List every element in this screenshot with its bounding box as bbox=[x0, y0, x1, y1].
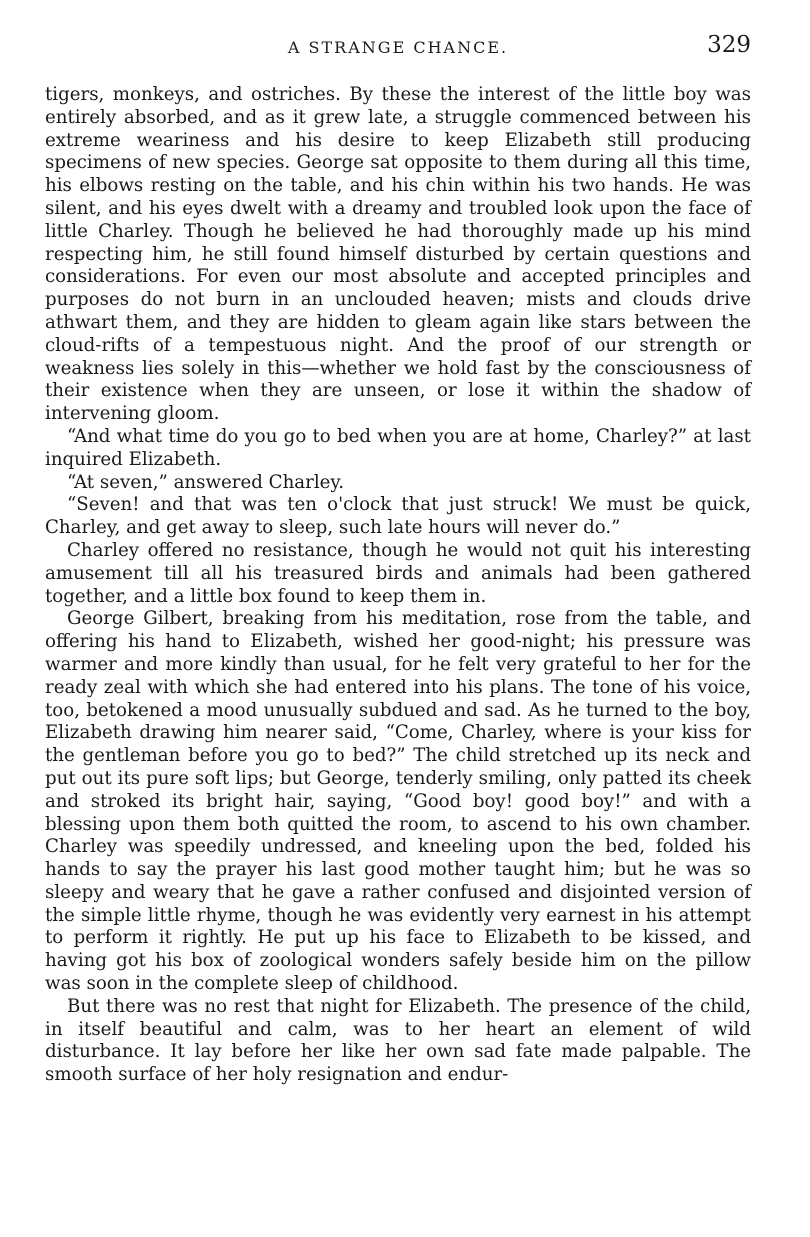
book-page bbox=[45, 30, 751, 1087]
paragraph: tigers, monkeys, and ostriches. By these the interest of the little boy was entirely absorbed, and as it grew late, a struggle commenced between his extreme weariness and his desire to keep Elizabeth still producing specimens of new species. George sat opposite to them during all this time, his elbows resting on the table, and his chin within his two hands. He was silent, and his eyes dwelt with a dreamy and troubled look upon the face of little Charley. Though he believed he had thoroughly made up his mind respecting him, he still found himself disturbed by certain questions and considerations. For even our most absolute and accepted principles and purposes do not burn in an unclouded heaven; mists and clouds drive athwart them, and they are hidden to gleam again like stars between the cloud-rifts of a tempestuous night. And the proof of our strength or weakness lies solely in this—whether we hold fast by the consciousness of their existence when they are unseen, or lose it within the shadow of intervening gloom. bbox=[45, 84, 751, 425]
page-header bbox=[45, 30, 751, 64]
paragraph: George Gilbert, breaking from his meditation, rose from the table, and offering his hand to Elizabeth, wished her good-night; his pressure was warmer and more kindly than usual, for he felt very grateful to her for the ready zeal with which she had entered into his plans. The tone of his voice, too, betokened a mood unusually subdued and sad. As he turned to the boy, Elizabeth drawing him nearer said, “Come, Charley, where is your kiss for the gentleman before you go to bed?” The child stretched up its neck and put out its pure soft lips; but George, tenderly smiling, only patted its cheek and stroked its bright hair, saying, “Good boy! good boy!” and with a blessing upon them both quitted the room, to ascend to his own chamber. Charley was speedily undressed, and kneeling upon the bed, folded his hands to say the prayer his last good mother taught him; but he was so sleepy and weary that he gave a rather confused and disjointed version of the simple little rhyme, though he was evidently very earnest in his attempt to perform it rightly. He put up his face to Elizabeth to be kissed, and having got his box of zoological wonders safely beside him on the pillow was soon in the complete sleep of childhood. bbox=[45, 608, 751, 995]
page-body bbox=[45, 84, 751, 1087]
paragraph: “Seven! and that was ten o'clock that just struck! We must be quick, Charley, and get away to sleep, such late hours will never do.” bbox=[45, 494, 751, 539]
paragraph: “And what time do you go to bed when you are at home, Charley?” at last inquired Elizabeth. bbox=[45, 425, 751, 470]
paragraph: Charley offered no resistance, though he would not quit his interesting amusement till all his treasured birds and animals had been gathered together, and a little box found to keep them in. bbox=[45, 539, 751, 607]
paragraph: “At seven,” answered Charley. bbox=[67, 471, 345, 493]
running-title: A STRANGE CHANCE. bbox=[287, 38, 509, 57]
paragraph: But there was no rest that night for Elizabeth. The presence of the child, in itself beautiful and calm, was to her heart an element of wild disturbance. It lay before her like her own sad fate made palpable. The smooth surface of her holy resignation and endur- bbox=[45, 995, 751, 1086]
page-number: 329 bbox=[707, 32, 751, 58]
